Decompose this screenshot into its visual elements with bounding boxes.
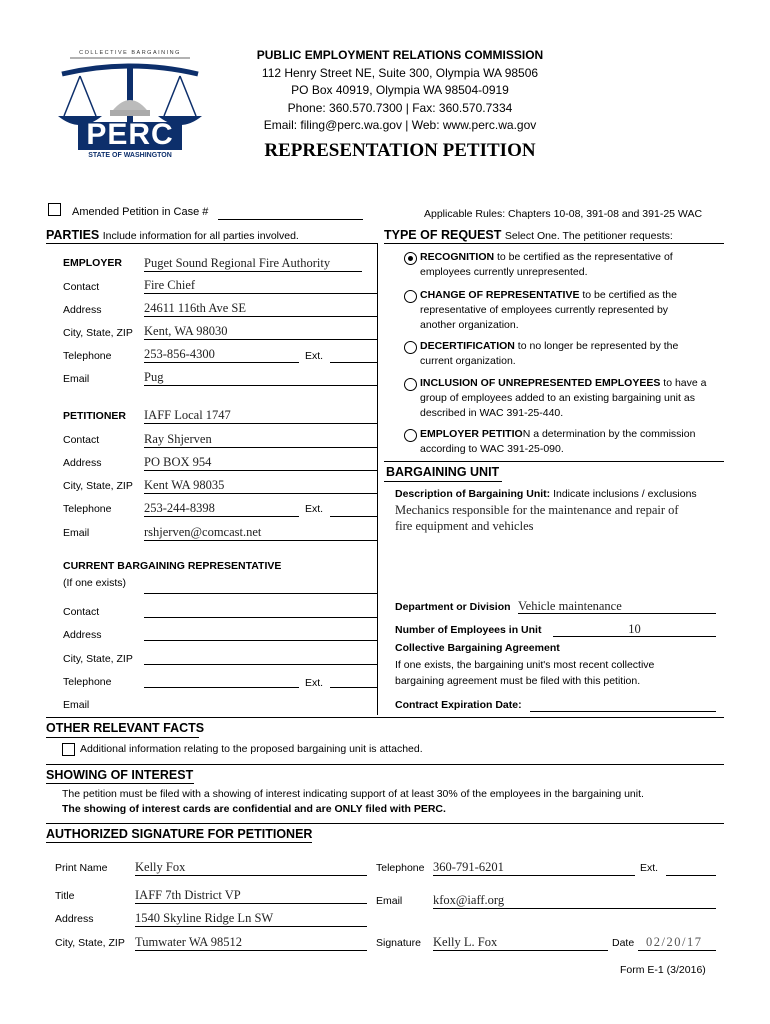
request-heading: TYPE OF REQUEST Select One. The petitioner requests: [384,228,673,242]
unit-desc-label: Description of Bargaining Unit: Indicate inclusions / exclusions [395,488,697,500]
cba-text: If one exists, the bargaining unit's most recent collective bargaining agreement must be filed with this petition. [395,659,655,687]
cbr-sub: (If one exists) [63,577,127,589]
sig-city-label: City, State, ZIP [55,937,125,949]
dept-field[interactable]: Vehicle maintenance [518,599,716,614]
facts-checkbox[interactable] [62,743,75,756]
unit-heading-rule [384,481,502,482]
cbr-city-label: City, State, ZIP [63,653,133,665]
city-field[interactable]: Kent, WA 98030 [144,324,377,340]
facts-heading-rule [46,737,199,738]
employer-label: EMPLOYER [63,257,122,269]
exp-field[interactable] [530,698,716,712]
logo-state-text: STATE OF WASHINGTON [88,152,172,159]
unit-heading-rule-top [384,461,724,462]
agency-block [220,47,580,135]
recognition-radio[interactable] [404,252,417,265]
change-text: CHANGE OF REPRESENTATIVE to be certified as the representative of employees currently represented by another organization. [420,289,677,331]
sig-email-field[interactable]: kfox@iaff.org [433,893,716,909]
change-radio[interactable] [404,290,417,303]
recognition-text: RECOGNITION to be certified as the representative of employees currently unrepresented. [420,251,673,278]
print-name-field[interactable]: Kelly Fox [135,860,367,876]
petitioner-field[interactable]: IAFF Local 1747 [144,408,377,424]
interest-heading-rule [46,783,194,784]
facts-top-rule [46,717,724,718]
print-name-label: Print Name [55,862,108,874]
agency-address1: 112 Henry Street NE, Suite 300, Olympia WA 98506 [261,65,539,80]
interest-top-rule [46,764,724,765]
cbr-email-label: Email [63,699,90,711]
logo-perc-text: PERC [86,118,174,151]
agency-name: PUBLIC EMPLOYMENT RELATIONS COMMISSION [256,48,544,62]
city-label: City, State, ZIP [63,327,133,339]
sig-address-field[interactable]: 1540 Skyline Ridge Ln SW [135,911,367,927]
ext-field[interactable] [330,347,377,363]
num-label: Number of Employees in Unit [395,624,542,636]
cbr-contact-label: Contact [63,606,100,618]
unit-description[interactable] [395,502,725,534]
signature-label: Signature [376,937,421,949]
email-field[interactable]: Pug [144,370,377,386]
form-id: Form E-1 (3/2016) [620,964,706,976]
sig-telephone-field[interactable]: 360-791-6201 [433,860,635,876]
sig-top-rule [46,823,724,824]
title-field[interactable]: IAFF 7th District VP [135,888,367,904]
cbr-ext-field[interactable] [330,674,377,688]
p-address-field[interactable]: PO BOX 954 [144,455,377,471]
unit-desc-line2: fire equipment and vehicles [395,519,534,533]
sig-address-label: Address [55,913,94,925]
cbr-telephone-label: Telephone [63,676,112,688]
date-label: Date [612,937,635,949]
sig-telephone-label: Telephone [376,862,425,874]
agency-address2: PO Box 40919, Olympia WA 98504-0919 [291,83,509,97]
sig-ext-field[interactable] [666,860,716,876]
sig-heading-rule [46,842,312,843]
dept-label: Department or Division [395,601,511,613]
p-telephone-field[interactable]: 253-244-8398 [144,501,299,517]
sig-heading: AUTHORIZED SIGNATURE FOR PETITIONER [46,827,313,841]
contact-label: Contact [63,281,100,293]
cbr-contact-field[interactable] [144,604,377,618]
cba-label: Collective Bargaining Agreement [395,642,560,654]
employer-petition-text: EMPLOYER PETITION a determination by the commission according to WAC 391-25-090. [420,428,696,455]
employer-petition-radio[interactable] [404,429,417,442]
cbr-ext-label: Ext. [305,677,324,689]
logo-top-text: COLLECTIVE BARGAINING [79,50,181,56]
parties-heading: PARTIES Include information for all parties involved. [46,228,299,242]
amended-label: Amended Petition in Case # [72,206,209,218]
cbr-telephone-field[interactable] [144,674,299,688]
p-contact-field[interactable]: Ray Shjerven [144,432,377,448]
interest-text2: The showing of interest cards are confidential and are ONLY filed with PERC. [62,803,446,815]
cbr-label: CURRENT BARGAINING REPRESENTATIVE [63,560,282,572]
num-field[interactable]: 10 [553,622,716,637]
perc-logo [50,46,210,166]
p-ext-field[interactable] [330,501,377,517]
inclusion-radio[interactable] [404,378,417,391]
p-telephone-label: Telephone [63,503,112,515]
interest-heading: SHOWING OF INTEREST [46,768,194,782]
title-label: Title [55,890,75,902]
p-city-field[interactable]: Kent WA 98035 [144,478,377,494]
p-contact-label: Contact [63,434,100,446]
cbr-city-field[interactable] [144,651,377,665]
p-email-label: Email [63,527,90,539]
cbr-field[interactable] [144,580,377,594]
agency-phone: Phone: 360.570.7300 | Fax: 360.570.7334 [287,100,513,115]
cbr-address-label: Address [63,629,102,641]
interest-text1: The petition must be filed with a showing of interest indicating support of at least 30% of the employees in the bargaining unit. [62,788,644,800]
date-field[interactable]: 02/20/17 [638,935,716,951]
form-title: REPRESENTATION PETITION [264,140,536,161]
inclusion-text: INCLUSION OF UNREPRESENTED EMPLOYEES to have a group of employees added to an existing bargaining unit as described in WAC 391-25-440. [420,377,707,419]
amended-checkbox[interactable] [48,203,61,216]
facts-heading: OTHER RELEVANT FACTS [46,721,205,735]
p-address-label: Address [63,457,102,469]
p-email-field[interactable]: rshjerven@comcast.net [144,525,377,541]
unit-desc-line1: Mechanics responsible for the maintenance and repair of [395,503,679,517]
request-heading-rule [384,243,724,244]
cbr-address-field[interactable] [144,627,377,641]
decertification-text: DECERTIFICATION to no longer be represented by the current organization. [420,340,679,367]
ext-label: Ext. [305,350,324,362]
petitioner-label: PETITIONER [63,410,127,422]
unit-heading: BARGAINING UNIT [386,465,500,479]
p-city-label: City, State, ZIP [63,480,133,492]
signature-field[interactable]: Kelly L. Fox [433,935,608,951]
contact-field[interactable]: Fire Chief [144,278,377,294]
sig-ext-label: Ext. [640,862,659,874]
applicable-rules: Applicable Rules: Chapters 10-08, 391-08 and 391-25 WAC [424,208,703,220]
agency-email: Email: filing@perc.wa.gov | Web: www.perc.wa.gov [263,118,537,132]
sig-email-label: Email [376,895,403,907]
address-field[interactable]: 24611 116th Ave SE [144,301,377,317]
decertification-radio[interactable] [404,341,417,354]
employer-field[interactable]: Puget Sound Regional Fire Authority [144,256,362,272]
telephone-field[interactable]: 253-856-4300 [144,347,299,363]
exp-label: Contract Expiration Date: [395,699,522,711]
facts-text: Additional information relating to the proposed bargaining unit is attached. [80,743,423,755]
amended-case-field[interactable] [218,206,363,220]
telephone-label: Telephone [63,350,112,362]
email-label: Email [63,373,90,385]
p-ext-label: Ext. [305,503,324,515]
sig-city-field[interactable]: Tumwater WA 98512 [135,935,367,951]
address-label: Address [63,304,102,316]
